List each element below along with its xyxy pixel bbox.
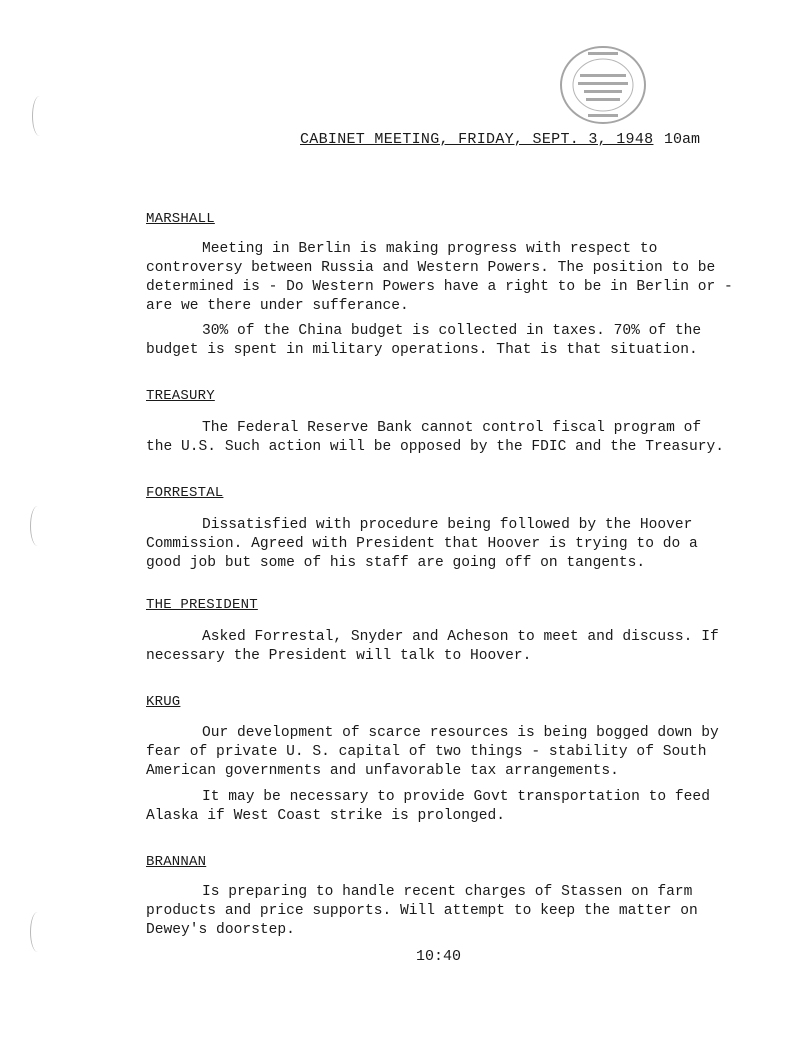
section-heading-the-president: THE PRESIDENT (146, 597, 258, 613)
section-heading-treasury: TREASURY (146, 388, 215, 404)
page-title: CABINET MEETING, FRIDAY, SEPT. 3, 1948 (300, 131, 654, 148)
punch-hole-mark (30, 506, 45, 546)
section-heading-forrestal: FORRESTAL (146, 485, 224, 501)
section-heading-krug: KRUG (146, 694, 181, 710)
section-paragraph: It may be necessary to provide Govt transportation to feed Alaska if West Coast strike is prolonged. (146, 789, 710, 824)
meeting-start-time: 10am (664, 131, 701, 148)
punch-hole-mark (32, 96, 47, 136)
archive-stamp-icon (558, 44, 648, 126)
section-paragraph: Dissatisfied with procedure being followed by the Hoover Commission. Agreed with President that Hoover is trying to do a good job but some of his staff are going off on tangents. (146, 517, 698, 571)
section-heading-brannan: BRANNAN (146, 854, 207, 870)
section-paragraph: 30% of the China budget is collected in taxes. 70% of the budget is spent in military operations. That is that situation. (146, 323, 702, 358)
section-heading-marshall: MARSHALL (146, 211, 215, 227)
punch-hole-mark (30, 912, 45, 952)
section-paragraph: Is preparing to handle recent charges of Stassen on farm products and price supports. Will attempt to keep the matter on Dewey's doorstep. (146, 884, 698, 938)
section-paragraph: The Federal Reserve Bank cannot control fiscal program of the U.S. Such action will be opposed by the FDIC and the Treasury. (146, 420, 725, 455)
section-paragraph: Our development of scarce resources is being bogged down by fear of private U. S. capital of two things - stability of South American governments and unfavorable tax arrangements. (146, 725, 719, 779)
section-paragraph: Asked Forrestal, Snyder and Acheson to meet and discuss. If necessary the President will talk to Hoover. (146, 629, 719, 664)
section-paragraph: Meeting in Berlin is making progress with respect to controversy between Russia and Western Powers. The position to be determined is - Do Western Powers have a right to be in Berlin or - are we there under sufferance. (146, 241, 733, 314)
meeting-end-time: 10:40 (416, 948, 462, 965)
